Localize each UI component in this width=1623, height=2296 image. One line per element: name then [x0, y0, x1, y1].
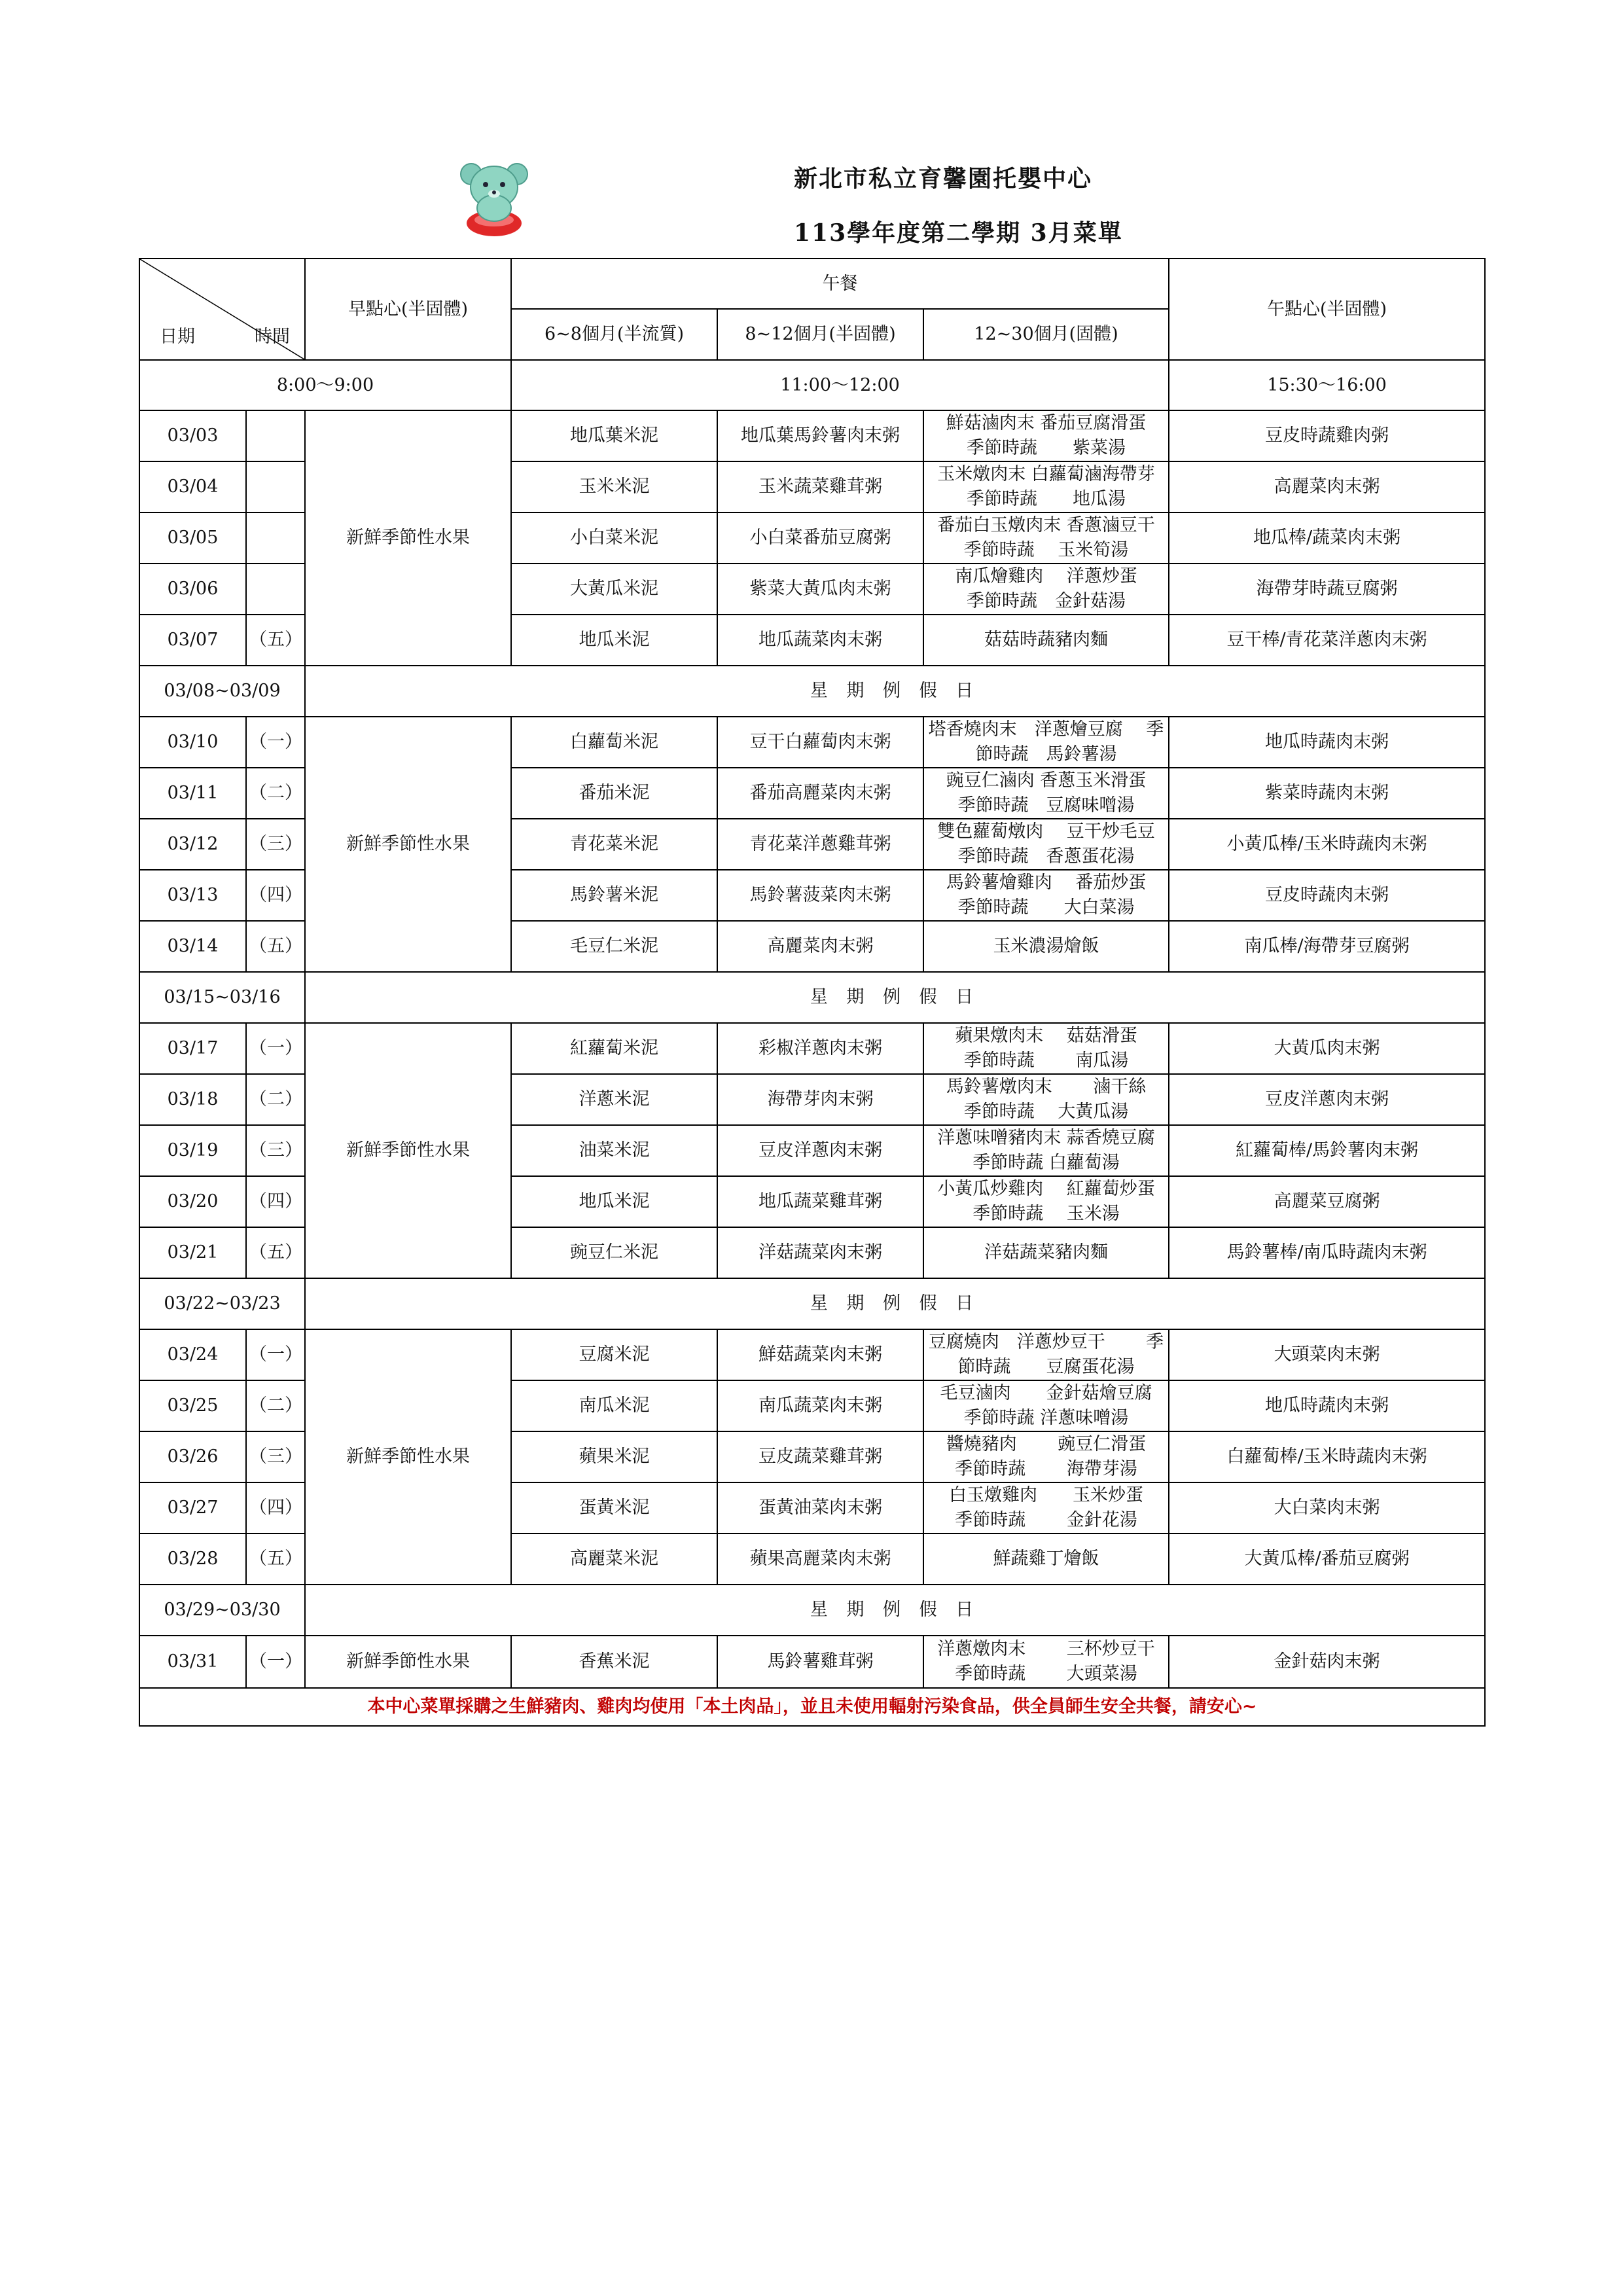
date-cell: 03/20	[139, 1176, 246, 1227]
weekday-cell: （二）	[246, 1380, 305, 1431]
menu-day-row	[139, 1329, 1485, 1380]
lunch-8-12-cell: 地瓜蔬菜肉末粥	[717, 615, 923, 666]
lunch-8-12-cell: 地瓜蔬菜雞茸粥	[717, 1176, 923, 1227]
lunch-8-12-cell: 蛋黃油菜肉末粥	[717, 1482, 923, 1534]
lunch-6-8-cell: 青花菜米泥	[511, 819, 717, 870]
holiday-label-cell: 星 期 例 假 日	[305, 666, 1485, 717]
lunch-6-8-cell: 小白菜米泥	[511, 512, 717, 564]
date-cell: 03/18	[139, 1074, 246, 1125]
morning-snack-cell: 新鮮季節性水果	[305, 1329, 511, 1585]
lunch-6-8-cell: 洋蔥米泥	[511, 1074, 717, 1125]
afternoon-snack-cell: 豆皮洋蔥肉末粥	[1169, 1074, 1485, 1125]
lunch-6-8-header: 6~8個月(半流質)	[511, 309, 717, 360]
morning-snack-cell: 新鮮季節性水果	[305, 410, 511, 666]
lunch-12-30-line-2: 季節時蔬 地瓜湯	[967, 489, 1126, 509]
date-cell: 03/17	[139, 1023, 246, 1074]
weekday-cell: （二）	[246, 1074, 305, 1125]
lunch-12-30-line-2: 季節時蔬 玉米湯	[972, 1204, 1120, 1224]
lunch-12-30-cell	[923, 1636, 1169, 1688]
lunch-12-30-line-2: 季節時蔬 香蔥蛋花湯	[957, 846, 1135, 867]
date-cell: 03/07	[139, 615, 246, 666]
lunch-12-30-line-1: 洋蔥燉肉末 三杯炒豆干	[937, 1639, 1155, 1659]
lunch-12-30-line-1: 菇菇時蔬豬肉麵	[984, 630, 1108, 650]
lunch-12-30-line-1: 毛豆滷肉 金針菇燴豆腐	[940, 1383, 1152, 1403]
lunch-6-8-cell: 地瓜米泥	[511, 1176, 717, 1227]
weekday-cell: （一）	[246, 1329, 305, 1380]
afternoon-snack-cell: 地瓜時蔬肉末粥	[1169, 717, 1485, 768]
weekday-cell: （三）	[246, 819, 305, 870]
weekday-cell: （五）	[246, 1227, 305, 1278]
lunch-12-30-line-1: 鮮蔬雞丁燴飯	[993, 1549, 1099, 1569]
lunch-12-30-line-2: 節時蔬 豆腐蛋花湯	[957, 1357, 1135, 1377]
lunch-12-30-line-1: 鮮菇滷肉末 番茄豆腐滑蛋	[946, 413, 1147, 433]
lunch-8-12-cell: 洋菇蔬菜肉末粥	[717, 1227, 923, 1278]
weekday-cell: （四）	[246, 1176, 305, 1227]
holiday-date-cell: 03/22~03/23	[139, 1278, 305, 1329]
date-cell: 03/12	[139, 819, 246, 870]
holiday-label-cell: 星 期 例 假 日	[305, 972, 1485, 1023]
lunch-6-8-cell: 白蘿蔔米泥	[511, 717, 717, 768]
menu-day-row	[139, 1636, 1485, 1688]
lunch-12-30-line-2: 季節時蔬 南瓜湯	[963, 1050, 1129, 1071]
afternoon-snack-cell: 豆皮時蔬雞肉粥	[1169, 410, 1485, 461]
weekday-cell: （五）	[246, 1534, 305, 1585]
lunch-12-30-cell	[923, 819, 1169, 870]
holiday-date-cell: 03/29~03/30	[139, 1585, 305, 1636]
lunch-6-8-cell: 番茄米泥	[511, 768, 717, 819]
afternoon-snack-cell: 大白菜肉末粥	[1169, 1482, 1485, 1534]
lunch-8-12-cell: 高麗菜肉末粥	[717, 921, 923, 972]
lunch-12-30-line-2: 季節時蔬 金針菇湯	[967, 591, 1126, 611]
lunch-8-12-cell: 蘋果高麗菜肉末粥	[717, 1534, 923, 1585]
lunch-8-12-cell: 豆干白蘿蔔肉末粥	[717, 717, 923, 768]
date-cell: 03/28	[139, 1534, 246, 1585]
lunch-12-30-line-1: 蘋果燉肉末 菇菇滑蛋	[955, 1026, 1137, 1046]
lunch-8-12-cell: 南瓜蔬菜肉末粥	[717, 1380, 923, 1431]
morning-time-cell: 8:00～9:00	[139, 360, 511, 410]
date-cell: 03/06	[139, 564, 246, 615]
lunch-header: 午餐	[511, 259, 1169, 309]
holiday-label-cell: 星 期 例 假 日	[305, 1278, 1485, 1329]
menu-table	[139, 258, 1486, 1727]
afternoon-snack-cell: 大頭菜肉末粥	[1169, 1329, 1485, 1380]
weekday-cell: （四）	[246, 1482, 305, 1534]
afternoon-snack-cell: 地瓜棒/蔬菜肉末粥	[1169, 512, 1485, 564]
lunch-6-8-cell: 豆腐米泥	[511, 1329, 717, 1380]
lunch-12-30-line-2: 季節時蔬 大頭菜湯	[955, 1664, 1137, 1684]
afternoon-snack-header: 午點心(半固體)	[1169, 259, 1485, 360]
lunch-12-30-line-1: 洋菇蔬菜豬肉麵	[984, 1242, 1108, 1263]
afternoon-snack-cell: 海帶芽時蔬豆腐粥	[1169, 564, 1485, 615]
menu-day-row	[139, 717, 1485, 768]
lunch-8-12-cell: 彩椒洋蔥肉末粥	[717, 1023, 923, 1074]
lunch-12-30-line-2: 節時蔬 馬鈴薯湯	[975, 744, 1117, 764]
afternoon-snack-cell: 馬鈴薯棒/南瓜時蔬肉末粥	[1169, 1227, 1485, 1278]
lunch-6-8-cell: 玉米米泥	[511, 461, 717, 512]
lunch-6-8-cell: 油菜米泥	[511, 1125, 717, 1176]
date-cell: 03/31	[139, 1636, 246, 1688]
holiday-row	[139, 1585, 1485, 1636]
morning-snack-cell: 新鮮季節性水果	[305, 1636, 511, 1688]
weekday-cell: （五）	[246, 921, 305, 972]
lunch-8-12-cell: 青花菜洋蔥雞茸粥	[717, 819, 923, 870]
lunch-8-12-cell: 番茄高麗菜肉末粥	[717, 768, 923, 819]
afternoon-snack-cell: 紅蘿蔔棒/馬鈴薯肉末粥	[1169, 1125, 1485, 1176]
lunch-12-30-cell	[923, 870, 1169, 921]
holiday-date-cell: 03/15~03/16	[139, 972, 305, 1023]
afternoon-snack-cell: 小黃瓜棒/玉米時蔬肉末粥	[1169, 819, 1485, 870]
afternoon-snack-cell: 豆皮時蔬肉末粥	[1169, 870, 1485, 921]
lunch-8-12-cell: 地瓜葉馬鈴薯肉末粥	[717, 410, 923, 461]
lunch-12-30-line-1: 番茄白玉燉肉末 香蔥滷豆干	[937, 515, 1155, 535]
afternoon-snack-cell: 金針菇肉末粥	[1169, 1636, 1485, 1688]
lunch-8-12-cell: 馬鈴薯雞茸粥	[717, 1636, 923, 1688]
weekday-cell	[246, 564, 305, 615]
lunch-12-30-line-2: 季節時蔬 大黃瓜湯	[963, 1102, 1129, 1122]
afternoon-snack-cell: 大黃瓜棒/番茄豆腐粥	[1169, 1534, 1485, 1585]
weekday-cell: （五）	[246, 615, 305, 666]
lunch-12-30-line-1: 白玉燉雞肉 玉米炒蛋	[949, 1485, 1143, 1505]
weekday-cell: （三）	[246, 1125, 305, 1176]
holiday-row	[139, 666, 1485, 717]
date-header: 日期	[160, 327, 195, 347]
weekday-cell	[246, 461, 305, 512]
lunch-8-12-cell: 豆皮洋蔥肉末粥	[717, 1125, 923, 1176]
lunch-12-30-cell	[923, 921, 1169, 972]
lunch-12-30-line-2: 季節時蔬 紫菜湯	[967, 438, 1126, 458]
school-logo-icon	[452, 154, 537, 240]
lunch-6-8-cell: 大黃瓜米泥	[511, 564, 717, 615]
lunch-12-30-cell	[923, 1125, 1169, 1176]
date-cell: 03/13	[139, 870, 246, 921]
lunch-12-30-cell	[923, 717, 1169, 768]
lunch-12-30-cell	[923, 1176, 1169, 1227]
lunch-12-30-cell	[923, 615, 1169, 666]
lunch-6-8-cell: 毛豆仁米泥	[511, 921, 717, 972]
lunch-12-30-line-1: 雙色蘿蔔燉肉 豆干炒毛豆	[937, 821, 1155, 842]
weekday-cell: （三）	[246, 1431, 305, 1482]
lunch-6-8-cell: 高麗菜米泥	[511, 1534, 717, 1585]
date-cell: 03/04	[139, 461, 246, 512]
date-cell: 03/24	[139, 1329, 246, 1380]
date-cell: 03/21	[139, 1227, 246, 1278]
weekday-cell: （一）	[246, 1636, 305, 1688]
holiday-label-cell: 星 期 例 假 日	[305, 1585, 1485, 1636]
holiday-row	[139, 972, 1485, 1023]
lunch-6-8-cell: 紅蘿蔔米泥	[511, 1023, 717, 1074]
lunch-12-30-line-1: 馬鈴薯燉肉末 滷干絲	[946, 1077, 1147, 1097]
weekday-cell	[246, 512, 305, 564]
date-cell: 03/26	[139, 1431, 246, 1482]
date-cell: 03/25	[139, 1380, 246, 1431]
date-cell: 03/19	[139, 1125, 246, 1176]
lunch-12-30-line-1: 玉米濃湯燴飯	[993, 936, 1099, 956]
lunch-12-30-cell	[923, 410, 1169, 461]
lunch-12-30-cell	[923, 1380, 1169, 1431]
weekday-cell: （一）	[246, 717, 305, 768]
afternoon-snack-cell: 高麗菜豆腐粥	[1169, 1176, 1485, 1227]
morning-snack-header: 早點心(半固體)	[305, 259, 511, 360]
lunch-12-30-line-1: 醬燒豬肉 豌豆仁滑蛋	[946, 1434, 1147, 1454]
lunch-8-12-cell: 玉米蔬菜雞茸粥	[717, 461, 923, 512]
lunch-12-30-cell	[923, 1482, 1169, 1534]
lunch-8-12-cell: 小白菜番茄豆腐粥	[717, 512, 923, 564]
lunch-6-8-cell: 馬鈴薯米泥	[511, 870, 717, 921]
lunch-12-30-line-2: 季節時蔬 白蘿蔔湯	[972, 1153, 1120, 1173]
lunch-8-12-header: 8~12個月(半固體)	[717, 309, 923, 360]
lunch-12-30-cell	[923, 461, 1169, 512]
date-cell: 03/03	[139, 410, 246, 461]
date-time-corner-cell	[139, 259, 305, 360]
date-cell: 03/27	[139, 1482, 246, 1534]
lunch-8-12-cell: 馬鈴薯菠菜肉末粥	[717, 870, 923, 921]
date-cell: 03/14	[139, 921, 246, 972]
lunch-12-30-line-1: 豆腐燒肉 洋蔥炒豆干 季	[928, 1332, 1164, 1352]
weekday-cell: （一）	[246, 1023, 305, 1074]
lunch-12-30-header: 12~30個月(固體)	[923, 309, 1169, 360]
lunch-8-12-cell: 海帶芽肉末粥	[717, 1074, 923, 1125]
afternoon-snack-cell: 大黃瓜肉末粥	[1169, 1023, 1485, 1074]
lunch-12-30-line-1: 塔香燒肉末 洋蔥燴豆腐 季	[928, 719, 1164, 740]
holiday-date-cell: 03/08~03/09	[139, 666, 305, 717]
weekday-cell: （二）	[246, 768, 305, 819]
lunch-6-8-cell: 地瓜米泥	[511, 615, 717, 666]
afternoon-snack-cell: 豆干棒/青花菜洋蔥肉末粥	[1169, 615, 1485, 666]
lunch-6-8-cell: 香蕉米泥	[511, 1636, 717, 1688]
time-header: 時間	[255, 327, 290, 347]
lunch-6-8-cell: 蛋黃米泥	[511, 1482, 717, 1534]
menu-day-row	[139, 410, 1485, 461]
footer-note: 本中心菜單採購之生鮮豬肉、雞肉均使用「本土肉品」，並且未使用輻射污染食品，供全員師生安全共餐，請安心~	[139, 1688, 1485, 1726]
lunch-12-30-cell	[923, 1074, 1169, 1125]
date-cell: 03/10	[139, 717, 246, 768]
menu-day-row	[139, 1023, 1485, 1074]
lunch-8-12-cell: 鮮菇蔬菜肉末粥	[717, 1329, 923, 1380]
lunch-12-30-line-1: 小黃瓜炒雞肉 紅蘿蔔炒蛋	[937, 1179, 1155, 1199]
lunch-12-30-cell	[923, 1431, 1169, 1482]
lunch-12-30-line-1: 洋蔥味噌豬肉末 蒜香燒豆腐	[937, 1128, 1155, 1148]
date-cell: 03/05	[139, 512, 246, 564]
morning-snack-cell: 新鮮季節性水果	[305, 717, 511, 972]
lunch-12-30-line-2: 季節時蔬 金針花湯	[955, 1510, 1137, 1530]
afternoon-time-cell: 15:30～16:00	[1169, 360, 1485, 410]
weekday-cell: （四）	[246, 870, 305, 921]
lunch-6-8-cell: 蘋果米泥	[511, 1431, 717, 1482]
lunch-12-30-line-2: 季節時蔬 玉米筍湯	[963, 540, 1129, 560]
date-cell: 03/11	[139, 768, 246, 819]
afternoon-snack-cell: 高麗菜肉末粥	[1169, 461, 1485, 512]
lunch-12-30-line-1: 馬鈴薯燴雞肉 番茄炒蛋	[946, 872, 1147, 893]
lunch-12-30-cell	[923, 1534, 1169, 1585]
lunch-12-30-line-1: 豌豆仁滷肉 香蔥玉米滑蛋	[946, 770, 1147, 791]
lunch-12-30-cell	[923, 768, 1169, 819]
lunch-8-12-cell: 紫菜大黃瓜肉末粥	[717, 564, 923, 615]
lunch-8-12-cell: 豆皮蔬菜雞茸粥	[717, 1431, 923, 1482]
afternoon-snack-cell: 地瓜時蔬肉末粥	[1169, 1380, 1485, 1431]
weekday-cell	[246, 410, 305, 461]
holiday-row	[139, 1278, 1485, 1329]
afternoon-snack-cell: 白蘿蔔棒/玉米時蔬肉末粥	[1169, 1431, 1485, 1482]
lunch-6-8-cell: 南瓜米泥	[511, 1380, 717, 1431]
lunch-6-8-cell: 地瓜葉米泥	[511, 410, 717, 461]
lunch-time-cell: 11:00～12:00	[511, 360, 1169, 410]
morning-snack-cell: 新鮮季節性水果	[305, 1023, 511, 1278]
lunch-12-30-cell	[923, 1329, 1169, 1380]
lunch-12-30-line-2: 季節時蔬 豆腐味噌湯	[957, 795, 1135, 816]
lunch-12-30-line-1: 玉米燉肉末 白蘿蔔滷海帶芽	[937, 464, 1155, 484]
lunch-12-30-cell	[923, 564, 1169, 615]
afternoon-snack-cell: 南瓜棒/海帶芽豆腐粥	[1169, 921, 1485, 972]
afternoon-snack-cell: 紫菜時蔬肉末粥	[1169, 768, 1485, 819]
lunch-6-8-cell: 豌豆仁米泥	[511, 1227, 717, 1278]
lunch-12-30-line-2: 季節時蔬 大白菜湯	[957, 897, 1135, 918]
lunch-12-30-line-1: 南瓜燴雞肉 洋蔥炒蛋	[955, 566, 1137, 586]
lunch-12-30-cell	[923, 1023, 1169, 1074]
lunch-12-30-line-2: 季節時蔬 海帶芽湯	[955, 1459, 1137, 1479]
lunch-12-30-cell	[923, 1227, 1169, 1278]
lunch-12-30-cell	[923, 512, 1169, 564]
footer-note-row	[139, 1688, 1485, 1726]
lunch-12-30-line-2: 季節時蔬 洋蔥味噌湯	[963, 1408, 1129, 1428]
